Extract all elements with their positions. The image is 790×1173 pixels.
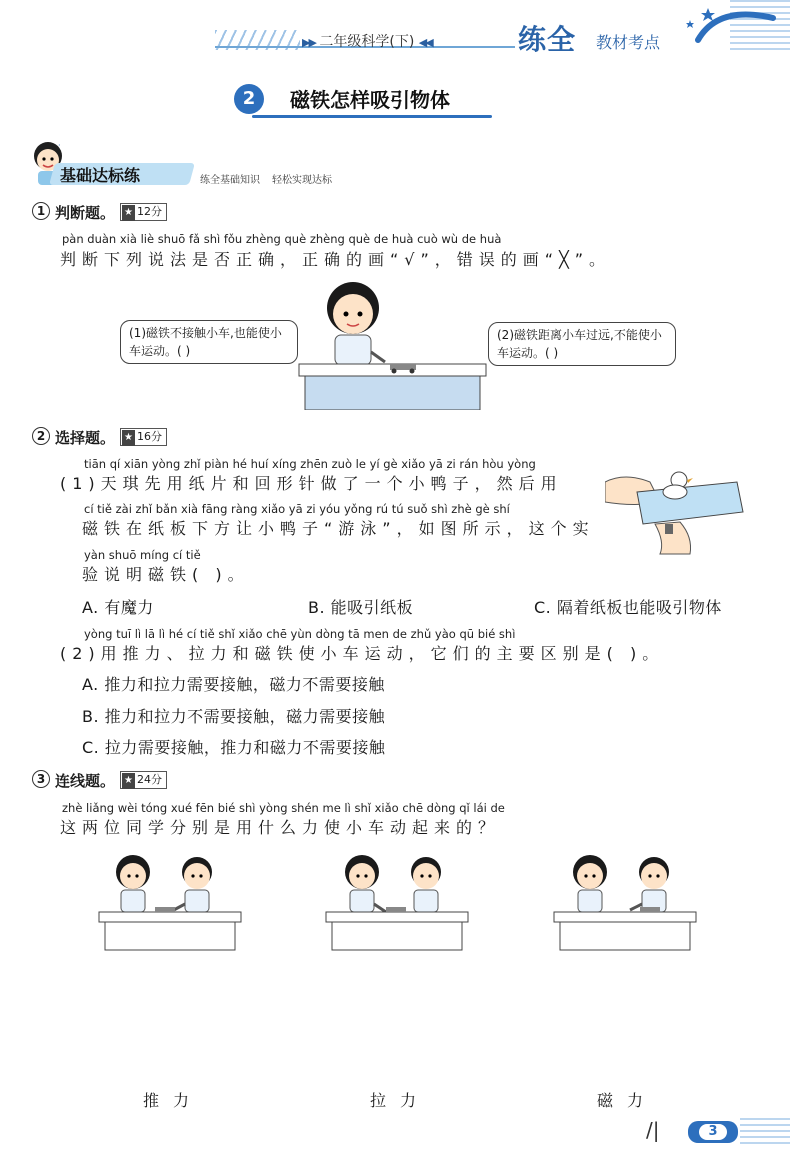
q2-p1-line-2: 磁铁在纸板下方让小鸭子“游泳”，如图所示，这个实	[82, 519, 595, 538]
section-title: 基础达标练	[60, 166, 141, 185]
label-push-force[interactable]: 推力	[143, 1091, 204, 1110]
header-subject	[302, 31, 432, 51]
header-arrows-right: ◀◀	[418, 36, 432, 49]
kids-scene-2-illustration	[322, 852, 472, 952]
lesson-underline	[252, 115, 492, 118]
q2-p1-line-1: (1)天琪先用纸片和回形针做了一个小鸭子，然后用	[60, 474, 563, 493]
q2-score-badge	[120, 428, 167, 446]
footer-stripes	[740, 1118, 790, 1148]
q3-text: 这两位同学分别是用什么力使小车动起来的？	[60, 818, 501, 837]
q1-pinyin: pàn duàn xià liè shuō fǎ shì fǒu zhèng què zhèng què de huà cuò wù de huà	[62, 232, 502, 246]
section-subtitle	[200, 171, 332, 186]
q2-p1-pinyin-3: yàn shuō míng cí tiě	[84, 548, 201, 562]
q1-statement-1: (1)磁铁不接触小车,也能使小车运动。( )	[120, 320, 298, 364]
header-brand: 练全	[518, 23, 577, 56]
q2-p2-option-a[interactable]: A. 推力和拉力需要接触，磁力不需要接触	[82, 675, 385, 694]
q2-number: 2	[32, 427, 50, 445]
star-decoration-icon	[678, 0, 790, 60]
q2-p1-line-3: 验说明磁铁( )。	[82, 565, 250, 584]
girl-with-magnet-illustration	[295, 280, 490, 410]
q2-p2-option-c[interactable]: C. 拉力需要接触，推力和磁力不需要接触	[82, 738, 386, 757]
q3-score-badge	[120, 771, 167, 789]
q2-p1-pinyin-2: cí tiě zài zhǐ bǎn xià fāng ràng xiǎo yā zi yóu yǒng rú tú suǒ shì zhè gè shí	[84, 502, 510, 516]
page-number-badge	[688, 1121, 738, 1143]
kids-scene-3-illustration	[550, 852, 700, 952]
header-corner	[678, 0, 790, 60]
header-tagline: 教材考点	[596, 33, 661, 52]
header-subject-text: 二年级科学(下)	[319, 34, 415, 50]
label-magnetic-force[interactable]: 磁力	[597, 1091, 658, 1110]
q2-p2-option-b[interactable]: B. 推力和拉力不需要接触，磁力需要接触	[82, 707, 386, 726]
q2-p1-option-b[interactable]: B. 能吸引纸板	[308, 598, 414, 617]
paper-duck-on-board-illustration	[605, 462, 745, 557]
lesson-number-badge: 2	[234, 84, 264, 114]
q2-title: 选择题。	[55, 429, 116, 447]
q2-p2-line: (2)用推力、拉力和磁铁使小车运动，它们的主要区别是( )。	[60, 644, 665, 663]
q3-title: 连线题。	[55, 772, 116, 790]
star-icon: ★	[122, 205, 135, 221]
q2-p1-option-c[interactable]: C. 隔着纸板也能吸引物体	[534, 598, 722, 617]
q1-text: 判断下列说法是否正确，正确的画“√”，错误的画“╳”。	[60, 250, 611, 269]
q1-statement-2: (2)磁铁距离小车过远,不能使小车运动。( )	[488, 322, 676, 366]
footer-marks: /|	[646, 1118, 660, 1142]
kids-scene-1-illustration	[95, 852, 245, 952]
star-icon: ★	[122, 773, 135, 789]
label-pull-force[interactable]: 拉力	[370, 1091, 431, 1110]
q1-number: 1	[32, 202, 50, 220]
q3-number: 3	[32, 770, 50, 788]
q3-score: 24分	[137, 773, 162, 786]
q1-score-badge	[120, 203, 167, 221]
lesson-title: 磁铁怎样吸引物体	[290, 88, 450, 112]
section-subtitle-a: 练全基础知识	[200, 175, 260, 186]
header-arrows-left: ▶▶	[302, 36, 315, 49]
star-icon: ★	[122, 430, 135, 446]
q3-pinyin: zhè liǎng wèi tóng xué fēn bié shì yòng shén me lì shǐ xiǎo chē dòng qǐ lái de	[62, 801, 505, 815]
page-number: 3	[699, 1124, 727, 1140]
q2-p1-option-a[interactable]: A. 有魔力	[82, 598, 154, 617]
q2-p2-pinyin: yòng tuī lì lā lì hé cí tiě shǐ xiǎo chē yùn dòng tā men de zhǔ yào qū bié shì	[84, 627, 516, 641]
q2-score: 16分	[137, 430, 162, 443]
q1-score: 12分	[137, 205, 162, 218]
svg-text:·: ·	[58, 141, 61, 150]
section-subtitle-b: 轻松实现达标	[272, 175, 332, 186]
q1-title: 判断题。	[55, 204, 116, 222]
q2-p1-pinyin-1: tiān qí xiān yòng zhǐ piàn hé huí xíng zhēn zuò le yí gè xiǎo yā zi rán hòu yòng	[84, 457, 536, 471]
